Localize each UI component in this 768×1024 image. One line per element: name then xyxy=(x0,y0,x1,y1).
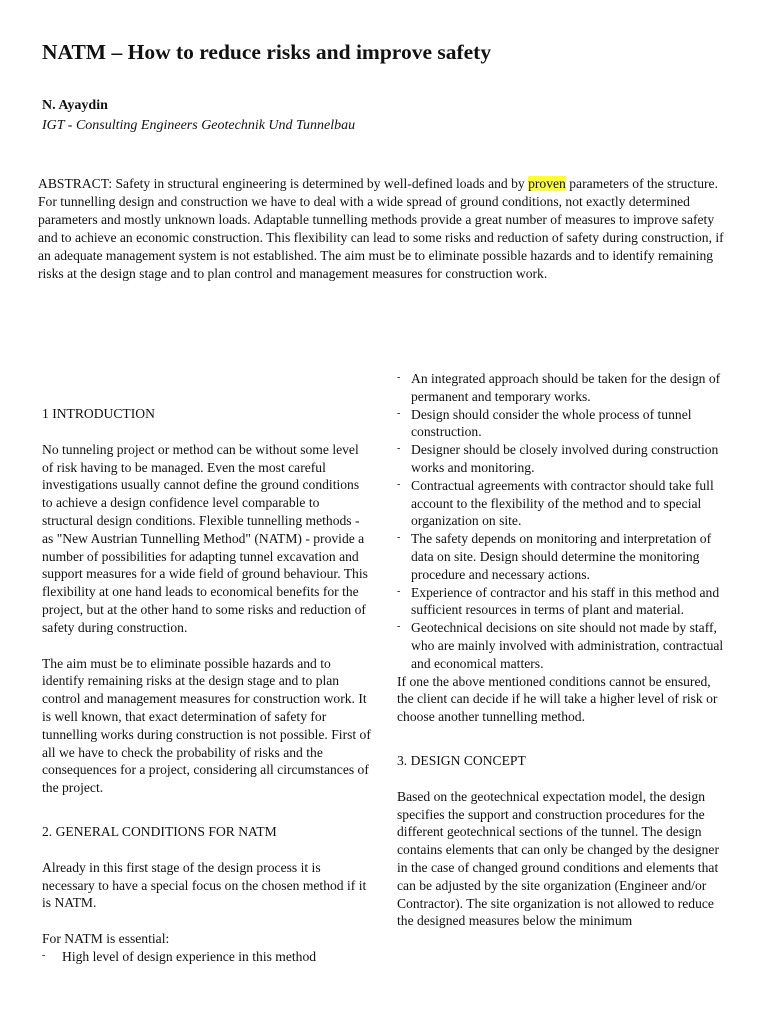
highlighted-word: proven xyxy=(528,176,566,191)
abstract-text-start: ABSTRACT: Safety in structural engineering is determined by well-defined loads and by xyxy=(38,176,529,191)
bullet-dash: - xyxy=(397,585,401,597)
list-item xyxy=(397,619,729,672)
bullet-dash: - xyxy=(397,372,401,383)
left-column xyxy=(42,405,372,966)
list-item-text: Designer should be closely involved during construction works and monitoring. xyxy=(411,442,719,475)
list-item-text: An integrated approach should be taken for the design of permanent and temporary works. xyxy=(411,371,721,404)
list-item xyxy=(397,370,729,406)
essential-label: For NATM is essential: xyxy=(42,931,170,947)
general-conditions-paragraph: Already in this first stage of the design process it is necessary to have a special focus on the chosen method if it is NATM. xyxy=(42,859,367,911)
author-affiliation: IGT - Consulting Engineers Geotechnik Und Tunnelbau xyxy=(42,118,356,133)
introduction-paragraph-1: No tunneling project or method can be without some level of risk having to be managed. Even the most careful investigations usually cannot define the ground conditions to achieve a design confidence level comparable to structural design conditions. Flexible tunnelling methods - as "New Austrian Tunnelling Method" (NATM) - provide a number of possibilities for adapting tunnel excavation and support measures for a wide field of ground behaviour. This flexibility at one hand leads to economical benefits for the project, but at the other hand to some risks and reduction of safety during construction. xyxy=(42,441,368,635)
bullet-dash: - xyxy=(397,621,401,633)
abstract xyxy=(38,175,728,284)
abstract-text-end: parameters of the structure. For tunnelling design and construction we have to deal with a wide spread of ground conditions, not exactly determined parameters and mostly unknown loads. Adaptable tunnelling methods provide a great number of measures to improve safety and to achieve an economic construction. This flexibility can lead to some risks and reduction of safety during construction, if an adequate management system is not established. The aim must be to eliminate possible hazards and to identify remaining risks at the design stage and to plan control and management measures for construction work. xyxy=(38,176,724,282)
section-heading-introduction: 1 INTRODUCTION xyxy=(42,406,155,421)
bullet-dash: - xyxy=(397,478,401,490)
author-name: N. Ayaydin xyxy=(42,98,108,113)
list-item xyxy=(397,584,729,620)
list-item-text: Contractual agreements with contractor should take full account to the flexibility of the method and to special organization on site. xyxy=(411,477,714,529)
list-item-text: Experience of contractor and his staff in this method and sufficient resources in terms of plant and material. xyxy=(411,584,720,618)
section-heading-general-conditions: 2. GENERAL CONDITIONS FOR NATM xyxy=(42,823,277,839)
essential-list xyxy=(42,948,372,966)
requirements-list xyxy=(397,370,729,673)
bullet-dash: - xyxy=(397,532,401,544)
list-item xyxy=(397,477,729,530)
bullet-dash: - xyxy=(42,949,46,961)
right-column xyxy=(397,370,729,930)
list-item xyxy=(397,441,729,477)
paper-title: NATM – How to reduce risks and improve safety xyxy=(42,40,492,64)
design-concept-paragraph: Based on the geotechnical expectation model, the design specifies the support and construction procedures for the different geotechnical sections of the tunnel. The design contains elements that can only be changed by the designer in the case of changed ground conditions and elements that can be adjusted by the site organization (Engineer and/or Contractor). The site organization is not allowed to reduce the designed measures below the minimum xyxy=(397,788,719,929)
list-item-text: High level of design experience in this method xyxy=(62,948,317,964)
conditions-paragraph: If one the above mentioned conditions cannot be ensured, the client can decide if he will take a higher level of risk or choose another tunnelling method. xyxy=(397,673,718,725)
section-heading-design-concept: 3. DESIGN CONCEPT xyxy=(397,752,526,768)
list-item-text: Geotechnical decisions on site should not made by staff, who are mainly involved with administration, contractual and economical matters. xyxy=(411,620,724,671)
list-item xyxy=(42,948,372,966)
bullet-dash: - xyxy=(397,443,401,455)
bullet-dash: - xyxy=(397,407,401,419)
list-item-text: The safety depends on monitoring and interpretation of data on site. Design should determine the monitoring procedure and necessary actions. xyxy=(411,531,712,582)
introduction-paragraph-2: The aim must be to eliminate possible hazards and to identify remaining risks at the design stage and to plan control and management measures for construction work. It is well known, that exact determination of safety for tunnelling works during construction is not possible. First of all we have to check the probability of risks and the consequences for a project, considering all circumstances of the project. xyxy=(42,655,371,796)
list-item xyxy=(397,406,729,442)
list-item xyxy=(397,530,729,583)
list-item-text: Design should consider the whole process of tunnel construction. xyxy=(411,406,692,440)
